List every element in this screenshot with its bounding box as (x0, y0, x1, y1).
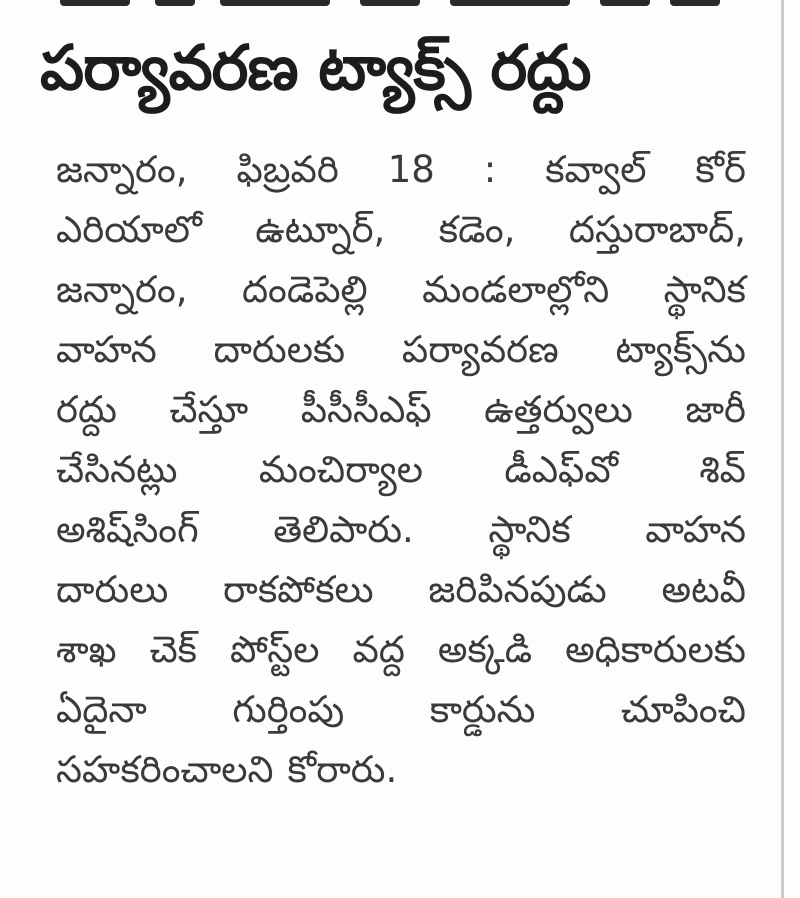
body-word: సహకరించాలని (56, 748, 274, 791)
body-word: ఉట్నూర్‌, (255, 208, 386, 251)
body-word: స్థానిక (663, 268, 746, 311)
body-word: రాకపోకలు (223, 568, 374, 611)
body-word: చూపించి (620, 688, 746, 731)
body-line (56, 140, 746, 200)
body-word: కోరారు. (287, 748, 398, 791)
body-word: మండలాల్లోని (422, 268, 610, 311)
body-word: వాహన (645, 508, 746, 551)
body-word: అధికారులకు (565, 628, 746, 671)
clipped-previous-text (60, 0, 720, 10)
body-word: అక్కడి (437, 628, 533, 671)
body-word: కవ్వాల్‌ (545, 148, 647, 191)
body-word: ట్యాక్స్‌ను (615, 328, 746, 371)
body-word: ఉత్తర్వులు (484, 388, 633, 431)
body-line (56, 740, 746, 800)
body-word: కోర్‌ (695, 148, 746, 191)
body-line (56, 260, 746, 320)
body-line (56, 560, 746, 620)
body-line (56, 200, 746, 260)
body-word: పర్యావరణ (401, 328, 559, 371)
body-word: జన్నారం, (56, 268, 188, 311)
body-word: చేస్తూ (169, 388, 249, 431)
body-word: స్థానిక (488, 508, 571, 551)
body-word: జారీ (685, 388, 746, 431)
body-word: జరిపినపుడు (428, 568, 607, 611)
body-word: డీఎఫ్‌వో (504, 448, 618, 491)
body-word: చెక్‌ (149, 628, 197, 671)
body-word: ఫిబ్రవరి (236, 148, 339, 191)
article-headline: పర్యావరణ ట్యాక్స్‌ రద్దు (40, 31, 591, 104)
body-word: గుర్తింపు (232, 688, 345, 731)
body-word: రద్దు (56, 388, 117, 431)
body-word: వద్ద (352, 628, 405, 671)
body-word: దస్తురాబాద్‌, (568, 208, 746, 251)
body-word: జన్నారం, (56, 148, 188, 191)
body-word: దండెపెల్లి (241, 268, 368, 311)
body-line (56, 620, 746, 680)
body-line (56, 320, 746, 380)
body-word: ఏదైనా (56, 688, 147, 731)
body-line (56, 500, 746, 560)
body-word: అశిష్‌సింగ్‌ (56, 508, 199, 551)
body-word: వాహన (56, 328, 157, 371)
article-body (56, 140, 746, 800)
body-word: : (483, 148, 497, 191)
column-rule (781, 0, 784, 898)
body-word: ఎరియాలో (56, 208, 202, 251)
body-line (56, 440, 746, 500)
body-line (56, 380, 746, 440)
body-word: చేసినట్లు (56, 448, 178, 491)
body-word: 18 (387, 148, 435, 191)
body-word: తెలిపారు. (273, 508, 414, 551)
body-word: దారులకు (213, 328, 346, 371)
body-word: పోస్ట్‌ల (229, 628, 320, 671)
body-word: శివ్‌ (699, 448, 746, 491)
body-word: అటవీ (661, 568, 746, 611)
body-word: కడెం, (438, 208, 516, 251)
body-word: కార్డును (429, 688, 536, 731)
body-line (56, 680, 746, 740)
body-word: శాఖ (56, 628, 117, 671)
body-word: పీసీసీఎఫ్‌ (300, 388, 432, 431)
body-word: దారులు (56, 568, 169, 611)
body-word: మంచిర్యాల (258, 448, 423, 491)
